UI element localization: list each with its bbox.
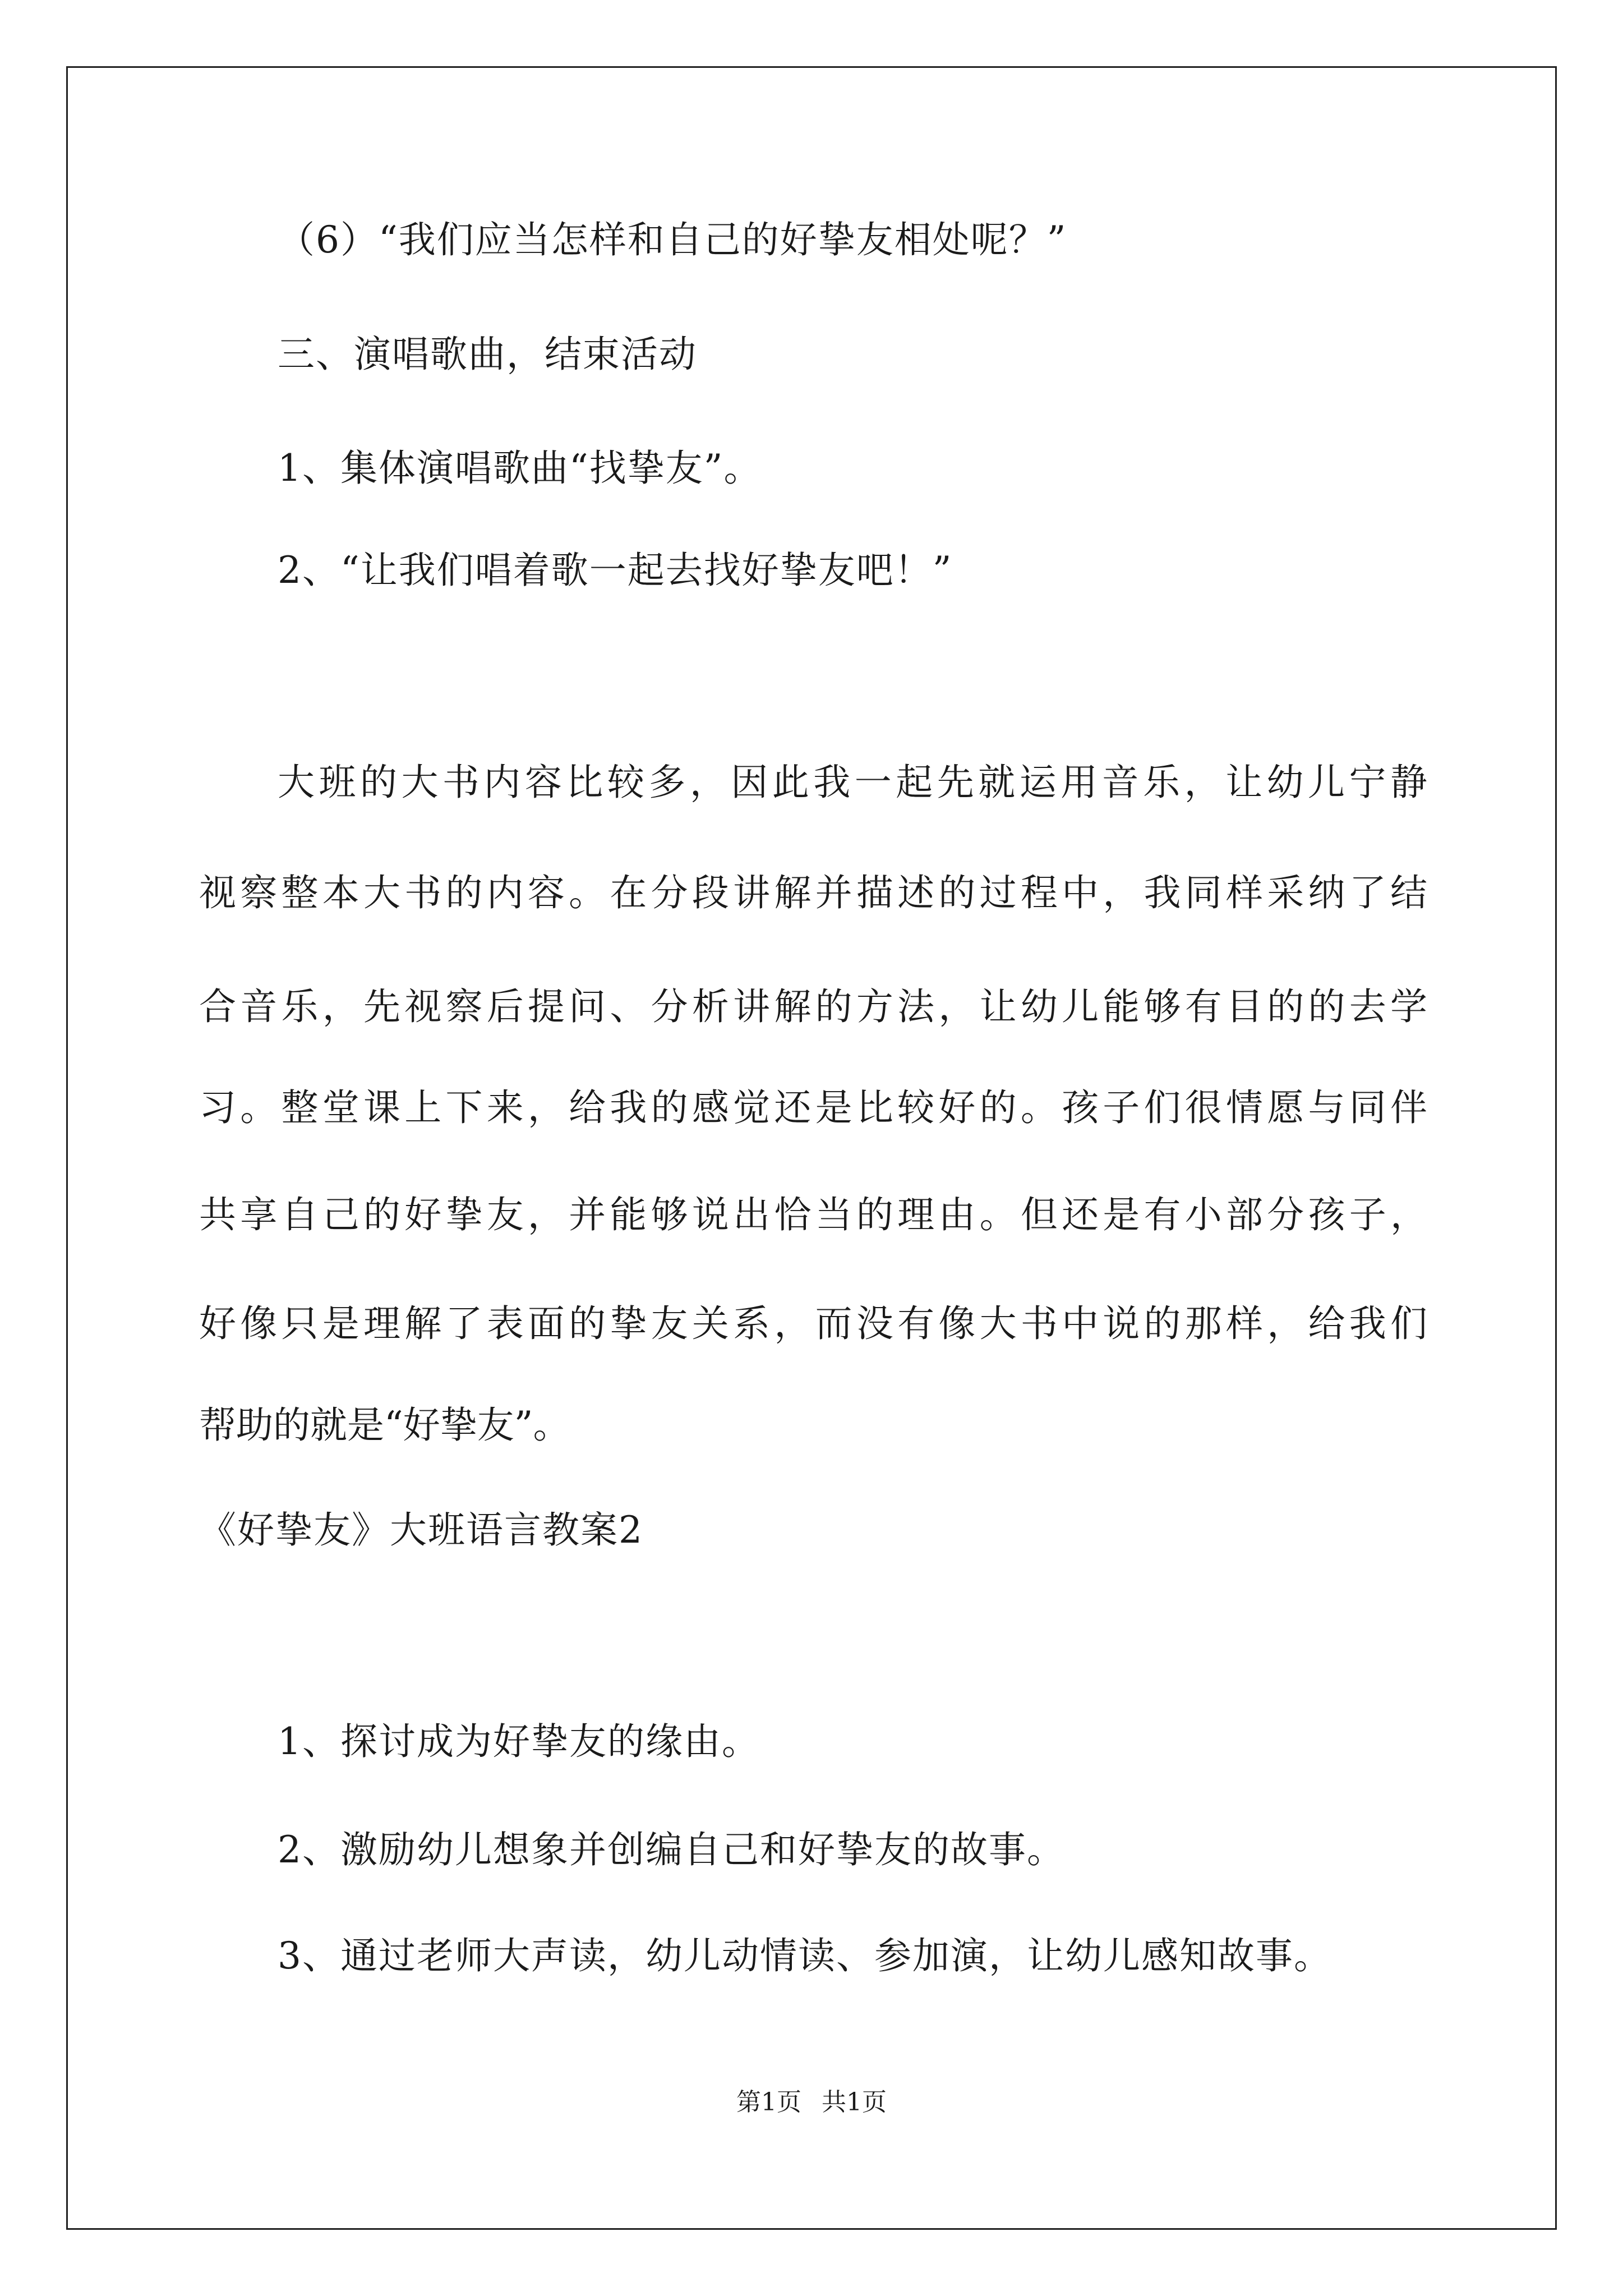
step-two-line: 2、“让我们唱着歌一起去找好挚友吧！”	[278, 549, 953, 592]
reflection-line: 帮助的就是“好挚友”。	[199, 1404, 570, 1447]
reflection-line: 大班的大书内容比较多，因此我一起先就运用音乐，让幼儿宁静	[278, 761, 1427, 804]
reflection-line: 共享自己的好挚友，并能够说出恰当的理由。但还是有小部分孩子，	[199, 1193, 1427, 1236]
page-total: 共1页	[822, 2088, 887, 2116]
goal-item: 2、激励幼儿想象并创编自己和好挚友的故事。	[278, 1828, 1065, 1871]
page-number: 第1页	[736, 2088, 801, 2116]
reflection-line: 视察整本大书的内容。在分段讲解并描述的过程中，我同样采纳了结	[199, 871, 1427, 914]
section-title: 《好挚友》大班语言教案2	[199, 1508, 643, 1552]
reflection-line: 习。整堂课上下来，给我的感觉还是比较好的。孩子们很情愿与同伴	[199, 1086, 1427, 1129]
section-heading-three: 三、演唱歌曲，结束活动	[278, 333, 697, 376]
page-frame	[66, 66, 1557, 2230]
reflection-line: 合音乐，先视察后提问、分析讲解的方法，让幼儿能够有目的的去学	[199, 985, 1427, 1028]
step-one-line: 1、集体演唱歌曲“找挚友”。	[278, 447, 762, 490]
question-line: （6）“我们应当怎样和自己的好挚友相处呢？”	[278, 218, 1067, 261]
page-footer	[0, 2087, 1623, 2118]
goal-item: 3、通过老师大声读，幼儿动情读、参加演，让幼儿感知故事。	[278, 1934, 1332, 1977]
reflection-line: 好像只是理解了表面的挚友关系，而没有像大书中说的那样，给我们	[199, 1302, 1427, 1345]
goal-item: 1、探讨成为好挚友的缘由。	[278, 1720, 760, 1763]
